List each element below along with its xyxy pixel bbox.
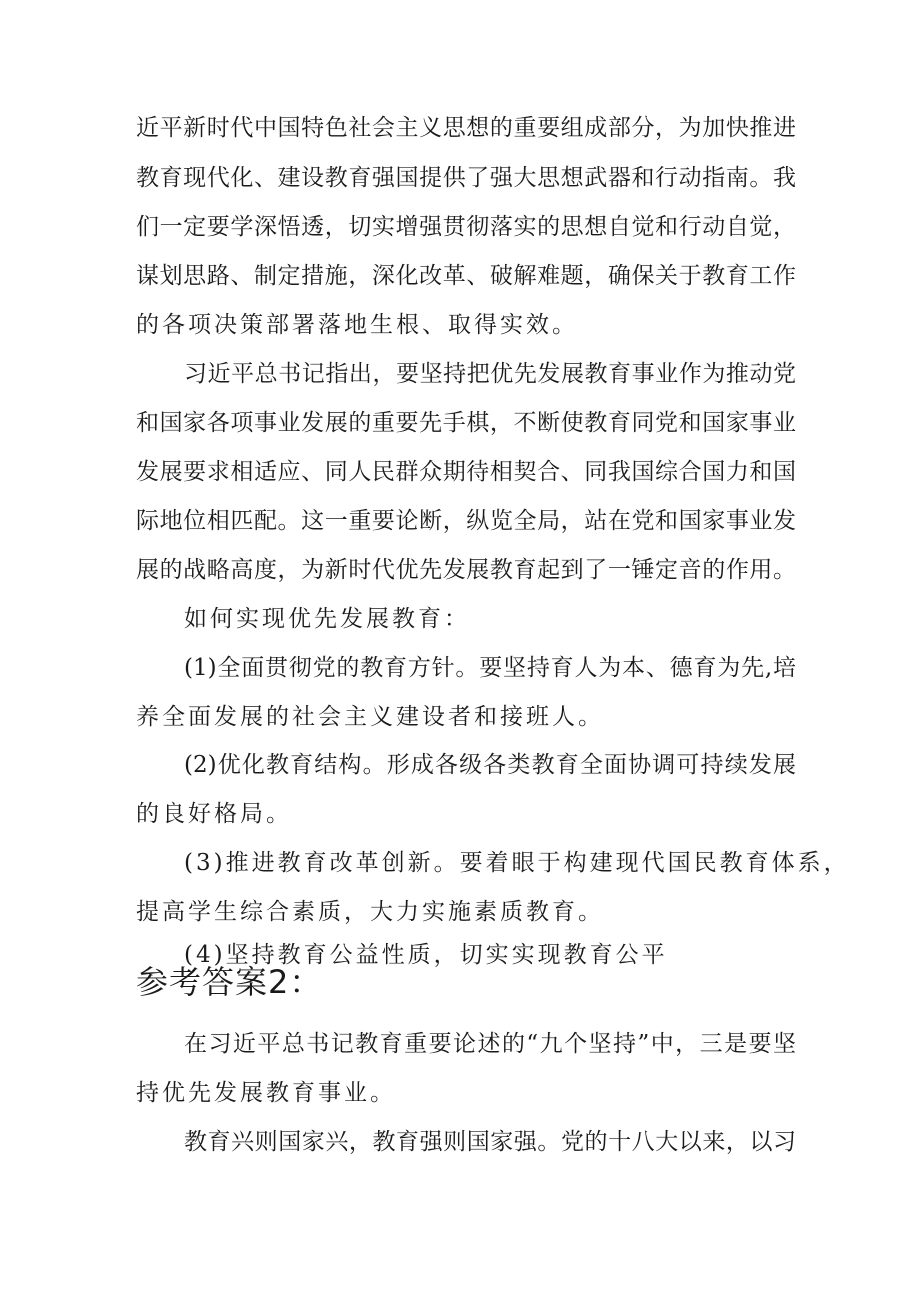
list-item-line: (4)坚持教育公益性质，切实实现教育公平 [184, 942, 668, 968]
text-line: 和国家各项事业发展的重要先手棋，不断使教育同党和国家事业 [136, 410, 796, 436]
list-item-line: 提高学生综合素质，大力实施素质教育。 [136, 899, 604, 925]
text-line: 习近平总书记指出，要坚持把优先发展教育事业作为推动党 [184, 361, 796, 387]
list-item-line: (2)优化教育结构。形成各级各类教育全面协调可持续发展 [184, 752, 796, 778]
text-line: 的各项决策部署落地生根、取得实效。 [136, 312, 578, 338]
list-item-line: (3)推进教育改革创新。要着眼于构建现代国民教育体系， [184, 850, 850, 876]
text-line: 教育现代化、建设教育强国提供了强大思想武器和行动指南。我 [136, 165, 796, 191]
text-line: 发展要求相适应、同人民群众期待相契合、同我国综合国力和国 [136, 459, 796, 485]
text-line: 教育兴则国家兴，教育强则国家强。党的十八大以来，以习 [184, 1129, 796, 1155]
text-line: 际地位相匹配。这一重要论断，纵览全局，站在党和国家事业发 [136, 508, 796, 534]
text-line: 持优先发展教育事业。 [136, 1080, 396, 1106]
text-line: 展的战略高度，为新时代优先发展教育起到了一锤定音的作用。 [136, 557, 796, 583]
text-line: 谋划思路、制定措施，深化改革、破解难题，确保关于教育工作 [136, 263, 796, 289]
list-item-line: (1)全面贯彻党的教育方针。要坚持育人为本、德育为先,培 [184, 655, 796, 681]
text-line: 如何实现优先发展教育： [184, 606, 470, 632]
text-line: 近平新时代中国特色社会主义思想的重要组成部分，为加快推进 [136, 115, 796, 141]
text-line: 们一定要学深悟透，切实增强贯彻落实的思想自觉和行动自觉， [136, 214, 796, 240]
text-line: 在习近平总书记教育重要论述的“九个坚持”中，三是要坚 [184, 1031, 796, 1057]
list-item-line: 养全面发展的社会主义建设者和接班人。 [136, 704, 604, 730]
section-heading: 参考答案2： [136, 963, 323, 1001]
list-item-line: 的良好格局。 [136, 801, 292, 827]
